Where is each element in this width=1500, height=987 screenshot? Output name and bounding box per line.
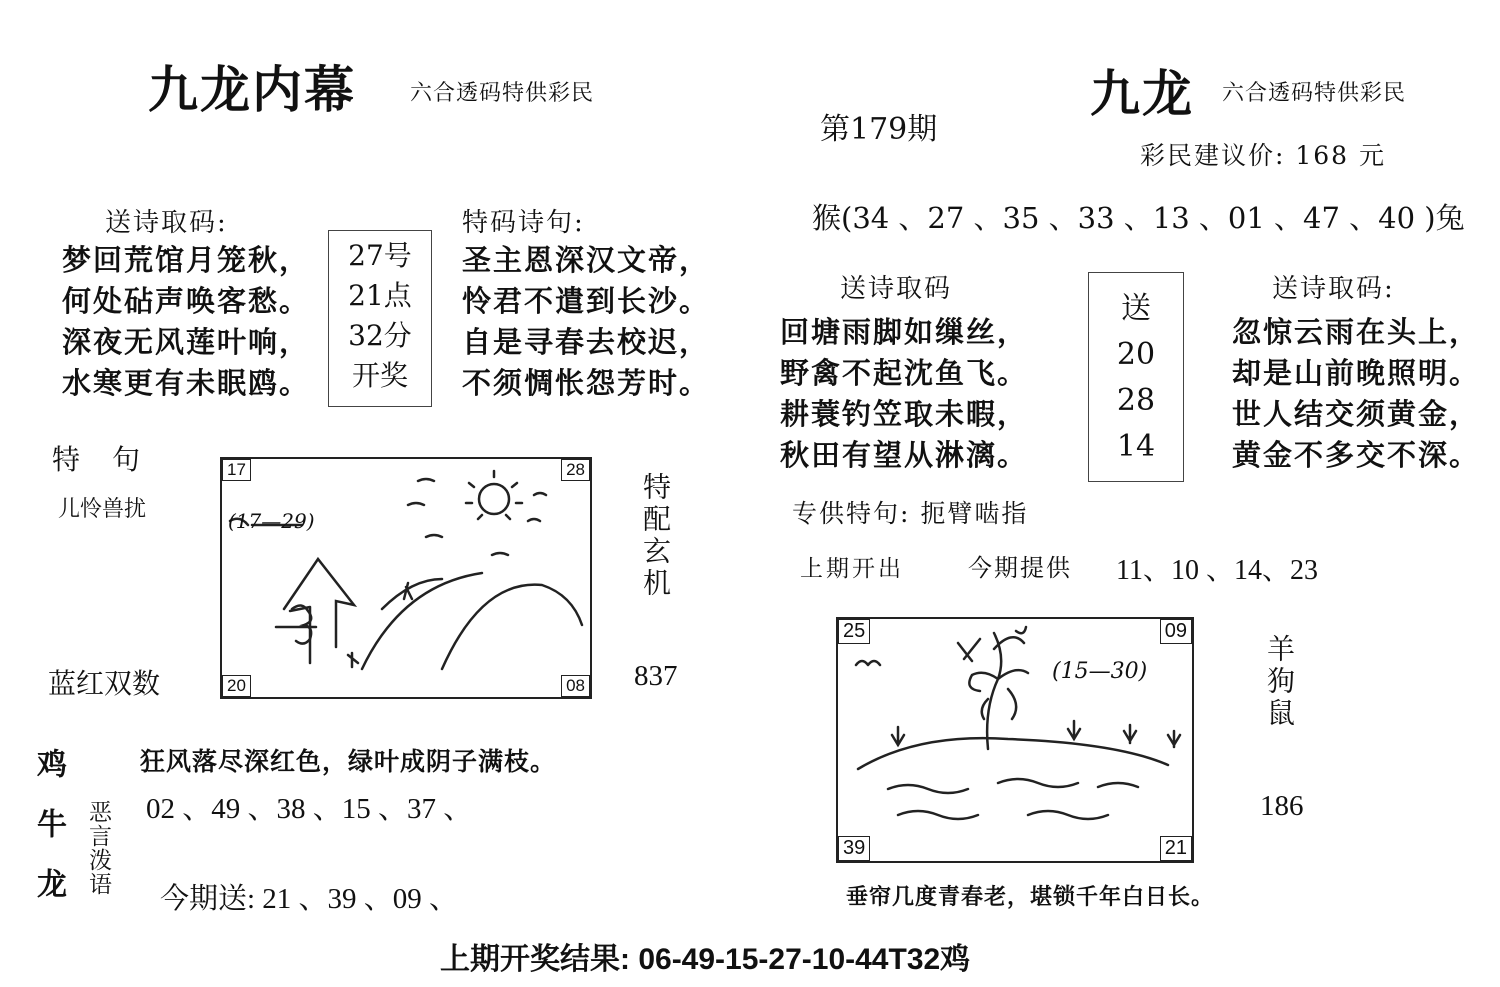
poem-line: 怜君不遣到长沙。 bbox=[462, 284, 711, 318]
left-time-box-text bbox=[332, 236, 428, 396]
pic-corner-tr: 09 bbox=[1160, 619, 1192, 644]
right-poem-header-left: 送诗取码 bbox=[840, 274, 953, 304]
pic-corner-bl: 39 bbox=[838, 836, 870, 861]
box-line: 27号 bbox=[348, 239, 412, 272]
right-poem-header-right: 送诗取码: bbox=[1272, 274, 1395, 304]
poem-line: 野禽不起沈鱼飞。 bbox=[780, 356, 1029, 390]
right-send-box-text bbox=[1090, 286, 1182, 470]
provide-label: 今期提供 bbox=[968, 554, 1072, 582]
box-line: 14 bbox=[1116, 429, 1156, 464]
poem-line: 黄金不多交不深。 bbox=[1232, 438, 1481, 472]
left-title: 九龙内幕 bbox=[148, 60, 356, 119]
left-pic-note: (17—29) bbox=[228, 509, 315, 533]
blue-red-label: 蓝红双数 bbox=[48, 667, 161, 700]
last-draw-result: 上期开奖结果: 06-49-15-27-10-44T32鸡 bbox=[440, 943, 971, 976]
left-numbers-line: 02 、49 、38 、15 、37 、 bbox=[146, 793, 473, 825]
pic-corner-br: 21 bbox=[1160, 836, 1192, 861]
provide-numbers: 11、10 、14、23 bbox=[1116, 555, 1318, 586]
pic-corner-bl: 20 bbox=[222, 675, 251, 697]
box-line: 开奖 bbox=[351, 359, 408, 392]
pic-corner-tr: 28 bbox=[561, 459, 590, 481]
poem-line: 深夜无风莲叶响， bbox=[62, 325, 311, 359]
poem-line: 却是山前晚照明。 bbox=[1232, 356, 1481, 390]
box-line: 20 bbox=[1116, 337, 1156, 372]
right-side-vertical: 羊狗鼠 bbox=[1263, 634, 1296, 730]
special-phrase-line: 专供特句: 扼臂啮指 bbox=[792, 499, 1029, 528]
special-poem-header: 特码诗句: bbox=[462, 208, 585, 238]
box-line: 28 bbox=[1116, 383, 1156, 418]
poem-line: 耕蓑钓笠取未暇， bbox=[780, 397, 1029, 431]
poem-line: 水寒更有未眠鸥。 bbox=[62, 366, 311, 400]
special-poem bbox=[462, 240, 710, 404]
left-send-line: 今期送: 21 、39 、09 、 bbox=[160, 883, 459, 915]
left-side-number: 837 bbox=[634, 660, 678, 692]
pic-corner-br: 08 bbox=[561, 675, 590, 697]
pic-corner-tl: 25 bbox=[838, 619, 870, 644]
left-poem-line: 狂风落尽深红色，绿叶成阴子满枝。 bbox=[140, 747, 557, 776]
pic-corner-tl: 17 bbox=[222, 459, 251, 481]
issue-number: 第179期 bbox=[820, 112, 938, 147]
right-bottom-poem: 垂帘几度青春老，堪锁千年白日长。 bbox=[846, 884, 1215, 910]
right-pic-note: (15—30) bbox=[1052, 659, 1148, 684]
poem-line: 不须惆怅怨芳时。 bbox=[462, 366, 711, 400]
poem-line: 自是寻春去校迟， bbox=[462, 325, 711, 359]
left-side-vertical: 特配玄机 bbox=[639, 472, 672, 600]
left-poem bbox=[62, 240, 310, 404]
last-issue-label: 上期开出 bbox=[800, 556, 904, 582]
poem-line: 梦回荒馆月笼秋， bbox=[62, 243, 311, 277]
poem-line: 世人结交须黄金， bbox=[1232, 397, 1481, 431]
right-title: 九龙 bbox=[1090, 64, 1194, 123]
suggested-price: 彩民建议价: 168 元 bbox=[1140, 141, 1387, 170]
box-line: 21点 bbox=[348, 279, 412, 312]
left-poem-header: 送诗取码: bbox=[105, 208, 228, 238]
left-sketch bbox=[222, 459, 590, 697]
left-subtitle: 六合透码特供彩民 bbox=[410, 81, 595, 106]
te-ju-label: 特 句 bbox=[52, 443, 143, 476]
poem-line: 回塘雨脚如缫丝， bbox=[780, 315, 1029, 349]
animals-vertical: 鸡牛龙 bbox=[31, 748, 66, 928]
right-poem-right bbox=[1232, 312, 1480, 476]
right-picture bbox=[836, 617, 1194, 863]
box-line: 32分 bbox=[348, 319, 412, 352]
left-picture bbox=[220, 457, 592, 699]
evil-words-vertical: 恶言泼语 bbox=[85, 800, 111, 896]
te-ju-text: 儿怜兽扰 bbox=[58, 497, 147, 522]
poem-line: 何处砧声唤客愁。 bbox=[62, 284, 311, 318]
monkey-numbers-line: 猴(34 、27 、35 、33 、13 、01 、47 、40 )兔 bbox=[812, 201, 1465, 235]
poem-line: 忽惊云雨在头上， bbox=[1232, 315, 1481, 349]
right-side-number: 186 bbox=[1260, 790, 1304, 822]
right-subtitle: 六合透码特供彩民 bbox=[1222, 81, 1407, 106]
poem-line: 圣主恩深汉文帝， bbox=[462, 243, 711, 277]
box-line: 送 bbox=[1121, 291, 1151, 326]
poem-line: 秋田有望从淋漓。 bbox=[780, 438, 1029, 472]
right-poem-left bbox=[780, 312, 1028, 476]
right-sketch bbox=[838, 619, 1192, 861]
